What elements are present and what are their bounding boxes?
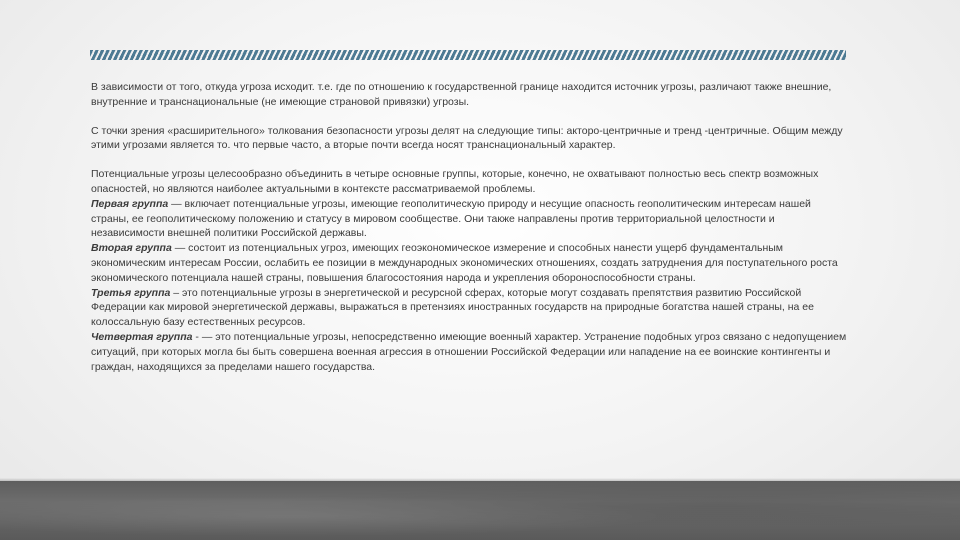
group-title-2: Вторая группа: [91, 242, 172, 255]
concrete-floor: [0, 481, 960, 540]
group-title-1: Первая группа: [91, 197, 169, 210]
group-text-4: - — это потенциальные угрозы, непосредственно имеющие военный характер. Устранение подобных угроз связано с недопущением ситуаций, при которых могла бы быть совершена военная агрессия в отношении Российской Федерации или нападение на ее воинские контингенты и граждан, находящихся за пределами нашего государства.: [91, 330, 847, 373]
group-text-2: — состоит из потенциальных угроз, имеющих геоэкономическое измерение и способных нанести ущерб фундаментальным экономическим интересам России, ослабить ее позиции в международных экономических отношениях, создать затруднения для поступательного роста экономического потенциала нашей страны, повышения благосостояния народа и укрепления обороноспособности страны.: [91, 242, 838, 284]
group-item-2: [91, 241, 851, 285]
decorative-hatched-band: [90, 50, 846, 60]
threat-groups-intro: Потенциальные угрозы целесообразно объединить в четыре основные группы, которые, конечно, не охватывают полностью весь спектр возможных опасностей, но являются наиболее актуальными в контексте рассматриваемой проблемы.: [91, 168, 819, 195]
group-item-4: [91, 330, 851, 374]
group-title-3: Третья группа: [91, 286, 171, 299]
group-text-1: — включает потенциальные угрозы, имеющие геополитическую природу и несущие опасность геополитическим интересам нашей страны, ее геополитическому положению и статусу в мировом сообществе. Они также направлены против территориальной целостности и независимости внешней политики Российской державы.: [91, 197, 811, 240]
group-text-3: – это потенциальные угрозы в энергетической и ресурсной сферах, которые могут создавать препятствия развитию Российской Федерации как мировой энергетической державы, выражаться в претензиях иностранных государств на природные богатства нашей страны, на ее колоссальную базу естественных ресурсов.: [91, 286, 814, 329]
slide-text-body: [91, 80, 851, 374]
paragraph-threat-groups: [91, 167, 851, 374]
group-title-4: Четвертая группа: [91, 330, 193, 343]
group-item-1: [91, 197, 851, 241]
paragraph-threat-types: С точки зрения «расширительного» толкования безопасности угрозы делят на следующие типы: акторо-центричные и тренд -центричные. Общим между этими угрозами является то. что первые часто, а вторые почти всегда носят транснациональный характер.: [91, 124, 843, 152]
paragraph-threat-sources: В зависимости от того, откуда угроза исходит. т.е. где по отношению к государственной границе находится источник угрозы, различают также внешние, внутренние и транснациональные (не имеющие страновой привязки) угрозы.: [91, 81, 832, 108]
group-item-3: [91, 286, 851, 330]
